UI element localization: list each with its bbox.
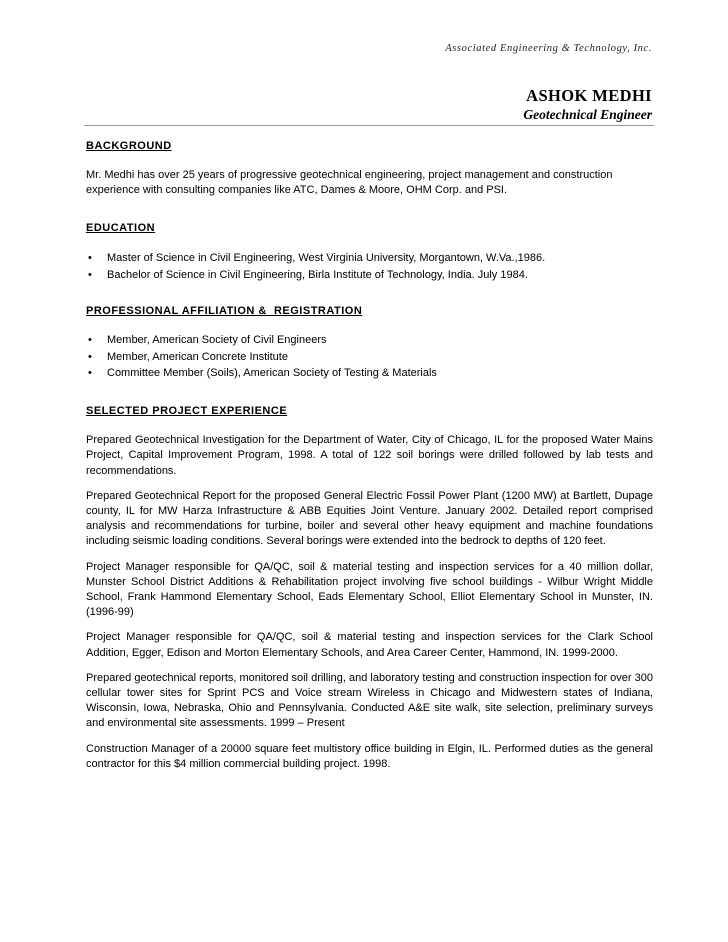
education-item-1: Master of Science in Civil Engineering, West Virginia University, Morgantown, W.Va.,1986.: [107, 251, 546, 264]
affiliation-item-3: Committee Member (Soils), American Society of Testing & Materials: [107, 366, 437, 379]
experience-heading: SELECTED PROJECT EXPERIENCE: [86, 405, 288, 418]
experience-paragraph-1: Prepared Geotechnical Investigation for the Department of Water, City of Chicago, IL for the proposed Water Mains Project, Capital Improvement Program, 1998. A total of 122 soil borings were drilled followed by lab tests and recommendations.: [86, 434, 653, 477]
experience-paragraph-6: Construction Manager of a 20000 square feet multistory office building in Elgin, IL. Performed duties as the general contractor for this $4 million commercial building project. 1998.: [86, 742, 653, 770]
list-item: [86, 333, 653, 348]
list-item: [86, 366, 653, 381]
affiliation-item-2: Member, American Concrete Institute: [107, 350, 288, 363]
affiliation-heading: PROFESSIONAL AFFILIATION & REGISTRATION: [86, 305, 363, 318]
bullet-icon: •: [88, 366, 92, 379]
company-name: Associated Engineering & Technology, Inc.: [445, 43, 652, 54]
bullet-icon: •: [88, 350, 92, 363]
list-item: [86, 251, 653, 266]
bullet-icon: •: [88, 251, 92, 264]
experience-paragraph-5: Prepared geotechnical reports, monitored soil drilling, and laboratory testing and construction inspection for over 300 cellular tower sites for Sprint PCS and Voice stream Wireless in Chicago and Midwestern states of Indiana, Wisconsin, Iowa, Nebraska, Ohio and Pennsylvania. Conducted A&E site walk, site selection, preliminary surveys and environmental site assessments. 1999 – Present: [86, 671, 653, 730]
person-name: ASHOK MEDHI: [526, 86, 652, 105]
affiliation-item-1: Member, American Society of Civil Engineers: [107, 334, 327, 347]
education-heading: EDUCATION: [86, 221, 156, 234]
list-item: [86, 350, 653, 365]
background-heading: BACKGROUND: [86, 140, 172, 152]
education-list: [86, 251, 653, 283]
bullet-icon: •: [88, 269, 92, 282]
background-section: [86, 139, 653, 199]
header-divider: [84, 125, 654, 126]
affiliation-list: [86, 333, 653, 381]
education-item-2: Bachelor of Science in Civil Engineering, Birla Institute of Technology, India. July 1984.: [107, 269, 528, 282]
job-title: Geotechnical Engineer: [523, 107, 652, 122]
affiliation-section: [86, 304, 653, 381]
experience-paragraph-4: Project Manager responsible for QA/QC, soil & material testing and inspection services for the Clark School Addition, Egger, Edison and Morton Elementary Schools, and Area Career Center, Hammond, IN. 1999-2000.: [86, 631, 653, 659]
resume-body: [86, 131, 653, 772]
experience-paragraph-3: Project Manager responsible for QA/QC, soil & material testing and inspection services for a 40 million dollar, Munster School District Additions & Rehabilitation project involving five school buildings - Wilbur Wright Middle School, Frank Hammond Elementary School, Eads Elementary School, Elliot Elementary School in Munster, IN. (1996-99): [86, 560, 653, 619]
experience-section: [86, 404, 653, 772]
experience-paragraph-2: Prepared Geotechnical Report for the proposed General Electric Fossil Power Plant (1200 MW) at Bartlett, Dupage county, IL for MW Harza Infrastructure & ABB Equities Joint Venture. January 2002. Detailed report comprised analysis and recommendations for turbine, boiler and several other heavy equipment and machine foundations including seismic loading conditions. Several borings were extended into the bedrock to depths of 120 feet.: [86, 489, 653, 548]
background-text: Mr. Medhi has over 25 years of progressive geotechnical engineering, project management and construction experience with consulting companies like ATC, Dames & Moore, OHM Corp. and PSI.: [86, 169, 613, 197]
list-item: [86, 268, 653, 283]
education-section: [86, 221, 653, 284]
bullet-icon: •: [88, 334, 92, 347]
